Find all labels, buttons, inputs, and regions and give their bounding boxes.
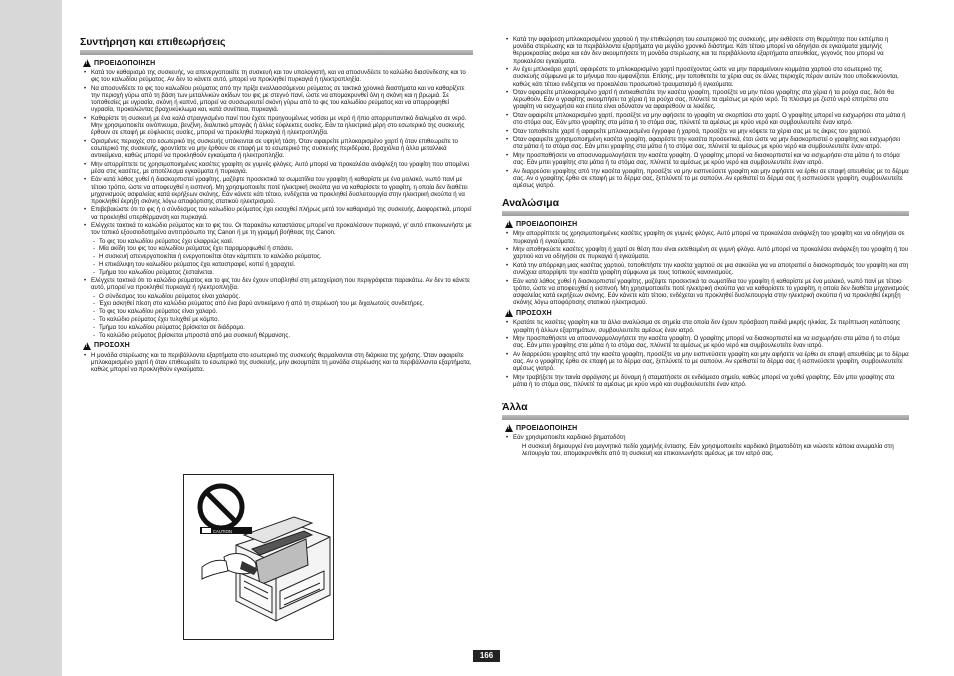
list-item: • Όταν αφαιρείτε μπλοκαρισμένο χαρτί ή αντικαθιστάτε την κασέτα γραφίτη, προσέξτε να μην πέσει γραφίτης στα χέρια ή τα ρούχα σας, διότι θα λερωθούν. Εάν ο γραφίτης ακουμπήσει τα χέρια ή τα ρούχα σας, πλύνετέ τα αμέσως με κρύο νερό. Το πλύσιμο με ζεστό νερό επιτρέπει στο γραφίτη να εισχωρήσει και επειτα είναι αδύνατον να αφαιρεθούν οι λεκέδες. [513,89,909,111]
sub-item: - Το καλώδιο ρεύματος βρίσκεται μπροστά από μια συσκευή θέρμανσης. [99,332,473,339]
caution-sticker-text: CAUTION [213,529,232,534]
section-title-maintenance: Συντήρηση και επιθεωρήσεις [80,36,226,48]
right-top-list [502,36,909,189]
sub-item: - Η συσκευή απενεργοποιείται ή ενεργοποιείται όταν κάμπτετε το καλώδιο ρεύματος. [99,253,473,260]
list-item: • Όταν αφαιρείτε χρησιμοποιημένη κασέτα γραφίτη, αφαιρέστε την κασέτα προσεκτικά, έτσι ώστε να μην διασκορπιστεί ο γραφίτης και εισχωρήσει στα μάτια ή το στόμα σας. Εάν μπει γραφίτης στα μάτια ή το στόμα σας, πλύνετέ τα αμέσως με κρύο νερό και συμβουλευτείτε έναν ιατρό. [513,136,909,150]
section-rule [502,415,909,420]
list-item: • Μην τραβήξετε την ταινία σφράγισης με δύναμη ή σταματήσετε σε ενδιάμεσο σημείο, καθώς μπορεί να χυθεί γραφίτης. Εάν μπει γραφίτης στα μάτια ή το στόμα σας, πλύνετέ τα αμέσως με κρύο νερό και συμβουλευτείτε έναν ιατρό. [513,374,909,388]
warning-heading [83,59,473,67]
list-item: • Μην προσπαθήσετε να αποσυναρμολογήσετε την κασέτα γραφίτη. Ο γραφίτης μπορεί να διασκορπιστεί και να εισχωρήσει στα μάτια ή το στόμα σας. Εάν μπει γραφίτης στα μάτια ή το στόμα σας, πλύνετέ τα αμέσως με κρύο νερό και συμβουλευτείτε έναν ιατρό. [513,335,909,349]
check-text: Ελέγχετε τακτικά ότι το καλώδιο ρεύματος και το φις του δεν έχουν υποβληθεί στη μεταχείριση που περιγράφεται παρακάτω. Αν δεν το κάνετε αυτό, μπορεί να προκληθεί πυρκαγιά ή ηλεκτροπληξία. [91,277,470,292]
other-warning-list [502,434,909,441]
caution-heading [83,342,473,350]
no-touch-prohibition-icon [200,486,242,528]
sub-item: - Τμήμα του καλωδίου ρεύματος ζεσταίνεται. [99,269,473,276]
sub-item: - Ο σύνδεσμος του καλωδίου ρεύματος είναι χαλαρός. [99,293,473,300]
printer-drawing [184,475,333,639]
pacemaker-paragraph: Η συσκευή δημιουργεί ένα μαγνητικό πεδίο χαμηλής έντασης. Εάν χρησιμοποιείτε καρδιακό βηματοδότη και νιώσετε κάποια ανωμαλία στη λειτουργία του, απομακρυνθείτε από τη συσκευή και επικοινωνήστε αμέσως με τον ιατρό σας. [522,442,894,458]
list-item: • Μην προσπαθήσετε να αποσυναρμολογήσετε την κασέτα γραφίτη. Ο γραφίτης μπορεί να διασκορπιστεί και να εισχωρήσει στα μάτια ή το στόμα σας. Εάν μπει γραφίτης στα μάτια ή το στόμα σας, πλύνετέ τα αμέσως με κρύο νερό και συμβουλευτείτε έναν ιατρό. [513,152,909,166]
warning-label: ΠΡΟΕΙΔΟΠΟΙΗΣΗ [516,424,578,432]
list-item: • Αν έχει μπλοκάρει χαρτί, αφαιρέστε το μπλοκαρισμένο χαρτί προσέχοντας ώστε να μην παραμείνουν κομμάτια χαρτιού στο εσωτερικό της συσκευής σύμφωνα με το μήνυμα που εμφανίζεται. Επίσης, μην τοποθετείτε τα χέρια σας σε άλλες περιοχές πέραν αυτών που υποδεικνύονται, καθώς κάτι τέτοιο ενδέχεται να προκαλέσει προσωπικό τραυματισμό ή εγκαύματα. [513,66,909,88]
sub-item: - Το καλώδιο ρεύματος έχει τυλιχθεί με κόμπο. [99,316,473,323]
warning-list [80,69,473,339]
list-item: • Μην αποθηκεύετε κασέτες γραφίτη ή χαρτί σε θέση που είναι εκτεθειμένη σε γυμνή φλόγα. Αυτό μπορεί να προκαλέσει ανάφλεξη του γραφίτη ή του χαρτιού και να οδηγήσει σε πυρκαγιά ή εγκαύματα. [513,246,909,260]
sub-item: - Η επικάλυψη του καλωδίου ρεύματος έχει καταστραφεί, κοπεί ή χαραχτεί. [99,261,473,268]
sub-item: - Μία ακίδη του φις του καλωδίου ρεύματος έχει παραμορφωθεί ή σπάσει. [99,245,473,252]
list-item: • Κρατάτε τις κασέτες γραφίτη και τα άλλα αναλώσιμα σε σημεία στα οποία δεν έχουν πρόσβαση παιδιά μικρής ηλικίας. Σε περίπτωση κατάποσης γραφίτη ή άλλων εξαρτημάτων, συμβουλευτείτε αμέσως έναν ιατρό. [513,319,909,333]
caution-list [80,352,473,374]
caution-icon [505,309,513,317]
sub-item: - Έχει ασκηθεί πίεση στο καλώδιο ρεύματος από ένα βαρύ αντικείμενο ή από τη στερέωσή του με διχαλωτούς συνδετήρες. [99,300,473,307]
section-title-other: Άλλα [502,401,528,414]
section-title-consumables: Αναλώσιμα [502,197,560,210]
list-item: • Μην απορρίπτετε τις χρησιμοποιημένες κασέτες γραφίτη σε γυμνές φλόγες. Αυτό μπορεί να προκαλέσει ανάφλεξη του γραφίτη που απομένει μέσα στις κασέτες, με αποτέλεσμα εγκαύματα ή πυρκαγιά. [91,161,473,175]
list-item: • Αν διαρρεύσει γραφίτης από την κασέτα γραφίτη, προσέξτε να μην εισπνεύσετε γραφίτη και μην αφήσετε να έρθει σε επαφή απευθείας με το δέρμα σας. Αν ο γραφίτης έρθει σε επαφή με το δέρμα σας, ξεπλύνετέ το με σαπούνι. Αν ερεθιστεί το δέρμα σας ή εισπνεύσετε γραφίτη, συμβουλευτείτε αμέσως γιατρό. [513,168,909,190]
warning-label: ΠΡΟΕΙΔΟΠΟΙΗΣΗ [516,220,578,228]
list-item: • Όταν τοποθετείτε χαρτί ή αφαιρείτε μπλοκαρισμένα έγγραφα ή χαρτιά, προσέξτε να μην κόψετε τα χέρια σας με τις άκρες του χαρτιού. [513,128,909,135]
caution-heading [505,309,909,317]
sub-item: - Το φις του καλωδίου ρεύματος είναι χαλαρό. [99,308,473,315]
warning-icon [83,59,91,67]
sub-item: - Το φις του καλωδίου ρεύματος έχει ελαφριώς καεί. [99,238,473,245]
warning-icon [505,424,513,432]
list-item: • Η μονάδα στερέωσης και τα περιβάλλοντα εξαρτήματα στο εσωτερικό της συσκευής θερμαίνονται στη διάρκεια της χρήσης. Όταν αφαιρείτε μπλοκαρισμένο χαρτί ή όταν επιθεωρείτε το εσωτερικό της συσκευής, μην ακουμπάτε τη μονάδα στερέωσης και τα περιβάλλοντα εξαρτήματα, καθώς μπορεί να προκληθούν εγκαύματα. [91,352,473,374]
inspect-text: Ελέγχετε τακτικά το καλώδιο ρεύματος και το φις του. Οι παρακάτω καταστάσεις μπορεί να προκαλέσουν πυρκαγιά, γι' αυτό επικοινωνήστε με τον τοπικό εξουσιοδοτημένο αντιπρόσωπο της Canon ή με τη γραμμή βοήθειας της Canon. [91,222,472,237]
caution-label: ΠΡΟΣΟΧΗ [94,342,130,350]
list-item: • Καθαρίστε τη συσκευή με ένα καλά στραγγισμένο πανί που έχετε προηγουμένως νοτίσει με νερό ή ήπιο απορρυπαντικό διαλυμένο σε νερό. Μην χρησιμοποιείτε οινόπνευμα, βενζίνη, διαλυτικό μπογιάς ή άλλες εύφλεκτες ουσίες. Εάν τα ηλεκτρικά μέρη στο εσωτερικό της συσκευής έρθουν σε επαφή με εύφλεκτες ουσίες, μπορεί να προκληθεί πυρκαγιά ή ηλεκτροπληξία. [91,115,473,137]
right-column [502,36,909,457]
list-item: • Εάν κατά λάθος χυθεί ή διασκορπιστεί γραφίτης, μαζέψτε προσεκτικά τα σωματίδια του γραφίτη ή καθαρίστε με ένα μαλακό, νωπό πανί με τέτοιο τρόπο, ώστε να αποφευχθεί η εισπνοή. Μη χρησιμοποιείτε ποτέ ηλεκτρική σκούπα για να καθαρίσετε το γραφίτη, η οποία δεν διαθέτει μηχανισμούς ασφαλείας κατά εκρήξεων σκόνης. Εάν κάνετε κάτι τέτοιο, ενδέχεται να προκληθεί δυσλειτουργία στην ηλεκτρική σκούπα ή να προκληθεί έκρηξη σκόνης λόγω αποφόρτισης στατικού ηλεκτρισμού. [513,278,909,307]
sub-item: - Τμήμα του καλωδίου ρεύματος βρίσκεται σε διάδρομο. [99,324,473,331]
left-column [80,36,473,375]
printer-illustration [183,474,334,640]
warning-label: ΠΡΟΕΙΔΟΠΟΙΗΣΗ [94,59,156,67]
check-sublist [91,293,473,339]
list-item: • Εάν κατά λάθος χυθεί ή διασκορπιστεί γραφίτης, μαζέψτε προσεκτικά τα σωματίδια του γραφίτη ή καθαρίστε με ένα μαλακό, νωπό πανί με τέτοιο τρόπο, ώστε να αποφευχθεί η εισπνοή. Μη χρησιμοποιείτε ποτέ ηλεκτρική σκούπα για να καθαρίσετε το γραφίτη, η οποία δεν διαθέτει μηχανισμούς ασφαλείας κατά εκρήξεων σκόνης. Εάν κάνετε κάτι τέτοιο, ενδέχεται να προκληθεί δυσλειτουργία στην ηλεκτρική σκούπα ή να προκληθεί έκρηξη σκόνης λόγω αποφόρτισης στατικού ηλεκτρισμού. [91,176,473,205]
caution-label: ΠΡΟΣΟΧΗ [516,309,552,317]
section-rule [502,211,909,216]
list-item: • Κατά τον καθαρισμό της συσκευής, να απενεργοποιείτε τη συσκευή και τον υπολογιστή, και να αποσυνδέετε το καλώδιο διασύνδεσης και το φις του καλωδίου ρεύματος. Αν δεν το κάνετε αυτό, μπορεί να προκληθεί πυρκαγιά ή ηλεκτροπληξία. [91,69,473,83]
list-item: • Να αποσυνδέετε το φις του καλωδίου ρεύματος από την πρίζα εναλλασσόμενου ρεύματος σε τακτικά χρονικά διαστήματα και να καθαρίζετε την περιοχή γύρω από τη βάση των μεταλλικών ακίδων του φις με στεγνό πανί, ώστε να απομακρυνθεί όλη η σκόνη και η βρωμιά. Σε τοποθεσίες με υγρασία, σκόνη ή καπνό, μπορεί να συσσωρευτεί σκόνη γύρω από το φις του καλωδίου ρεύματος και να απορροφηθεί υγρασία, προκαλώντας βραχυκύκλωμα και, κατά συνέπεια, πυρκαγιά. [91,85,473,114]
consumables-caution-list [502,319,909,388]
list-item [91,277,473,339]
page-number: 166 [473,650,500,662]
section-rule [80,50,473,55]
list-item: • Κατά την αφαίρεση μπλοκαρισμένου χαρτιού ή την επιθεώρηση του εσωτερικού της συσκευής, μην εκθέσετε στη θερμότητα που εκπέμπει η μονάδα στερέωσης και τα περιβάλλοντα εξαρτήματα για μεγάλο χρονικό διάστημα. Κάτι τέτοιο μπορεί να οδηγήσει σε εγκαύματα χαμηλής θερμοκρασίας ακόμα και εάν δεν ακουμπήσετε τη μονάδα στερέωσης και τα περιβάλλοντα εξαρτήματα απευθείας, γεγονός που μπορεί να προκαλέσει εγκαύματα. [513,36,909,65]
consumables-warning-list [502,230,909,306]
caution-sticker [200,527,252,534]
page-side-margin [0,0,62,676]
caution-icon [83,342,91,350]
warning-heading [505,220,909,228]
list-item: • Επιβεβαιώστε ότι το φις ή ο σύνδεσμος του καλωδίου ρεύματος έχει εισαχθεί πλήρως μετά τον καθαρισμό της συσκευής. Διαφορετικά, μπορεί να προκληθεί υπερθέρμανση και πυρκαγιά. [91,206,473,220]
list-item: • Αν διαρρεύσει γραφίτης από την κασέτα γραφίτη, προσέξτε να μην εισπνεύσετε γραφίτη και μην αφήσετε να έρθει σε επαφή απευθείας με το δέρμα σας. Αν ο γραφίτης έρθει σε επαφή με το δέρμα σας, ξεπλύνετέ το με σαπούνι. Αν ερεθιστεί το δέρμα σας ή εισπνεύσετε γραφίτη, συμβουλευτείτε αμέσως γιατρό. [513,351,909,373]
list-item: • Εάν χρησιμοποιείτε καρδιακό βηματοδότη [513,434,909,441]
list-item: • Μην απορρίπτετε τις χρησιμοποιημένες κασέτες γραφίτη σε γυμνές φλόγες. Αυτό μπορεί να προκαλέσει ανάφλεξη του γραφίτη και να οδηγήσει σε πυρκαγιά ή εγκαύματα. [513,230,909,244]
list-item: • Ορισμένες περιοχές στο εσωτερικό της συσκευής υπόκεινται σε υψηλή τάση. Όταν αφαιρείτε μπλοκαρισμένο χαρτί ή όταν επιθεωρείτε το εσωτερικό της συσκευής, φροντίστε να μην έρθουν σε επαφή με το εσωτερικό της συσκευής περιδέραια, βραχιόλια ή άλλα μεταλλικά αντικείμενα, καθώς μπορεί να προκληθούν εγκαύματα ή ηλεκτροπληξία. [91,138,473,160]
inspect-sublist [91,238,473,276]
list-item [91,222,473,276]
warning-heading [505,424,909,432]
warning-icon [505,220,513,228]
list-item: • Όταν αφαιρείτε μπλοκαρισμένο χαρτί, προσέξτε να μην αφήσετε το γραφίτη να σκορπίσει στο χαρτί. Ο γραφίτης μπορεί να εισχωρήσει στα μάτια ή στο στόμα σας. Εάν μπει γραφίτης στα μάτια ή το στόμα σας, πλύνετέ τα αμέσως με κρύο νερό και συμβουλευτείτε έναν ιατρό. [513,112,909,126]
list-item: • Κατά την απόρριψη μιας κασέτας χαρτιού, τοποθετήστε την κασέτα χαρτιού σε μια σακούλα για να αποτραπεί ο διασκορπισμός του γραφίτη και στη συνέχεια απορρίψτε την κασέτα γραφίτη σύμφωνα με τους τοπικούς κανονισμούς. [513,262,909,276]
